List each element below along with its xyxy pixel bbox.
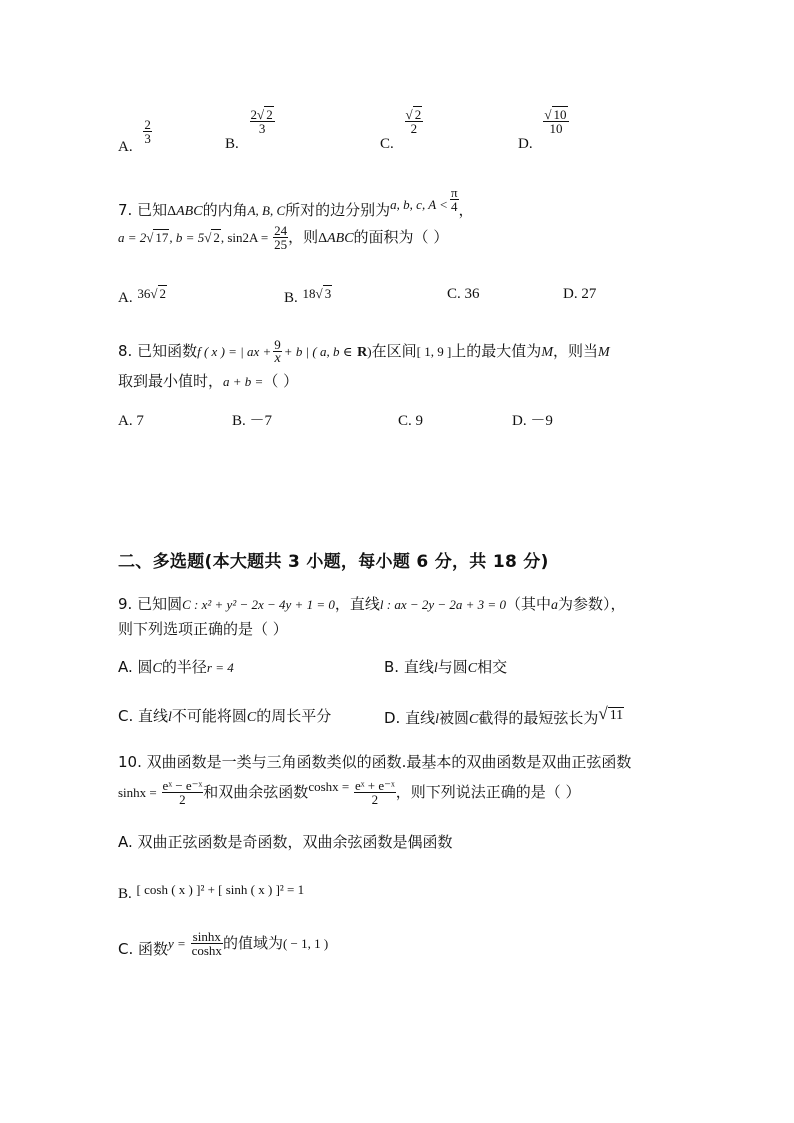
- q9-option-c: C. 直线l不可能将圆C的周长平分: [118, 707, 332, 725]
- q6-option-b-label: B.: [225, 136, 239, 152]
- q7-option-b: B. 18√ 3: [284, 286, 332, 306]
- q6-option-d: [518, 107, 569, 152]
- q6-option-d-label: D.: [518, 136, 533, 152]
- q6-option-d-fraction: $\frac{√ 10}{10}$: [544, 107, 567, 136]
- q6-option-c: [380, 107, 423, 152]
- q6-option-c-label: C.: [380, 136, 394, 152]
- q6-option-a-fraction: $\frac{2}{3}$: [144, 117, 151, 146]
- q6-option-a-label: A.: [118, 139, 133, 155]
- q7-option-a: A. 36√ 2: [118, 286, 167, 306]
- q10-line-1: 10. 双曲函数是一类与三角函数类似的函数.最基本的双曲函数是双曲正弦函数: [118, 753, 632, 771]
- q8-option-c: C. 9: [398, 413, 424, 429]
- q6-option-b: [225, 107, 275, 152]
- q8-line-1: 8. 已知函数f ( x ) = | ax + $\frac{9}{x}$ + b | ( a, b ∈ R)在区间[ 1, 9 ]上的最大值为M，则当M: [118, 337, 610, 366]
- q9-option-b: B. 直线l与圆C相交: [384, 658, 508, 676]
- q8-option-d: D. －9: [512, 413, 553, 429]
- q9-number: 9.: [118, 595, 133, 613]
- q10-option-b: B. [ cosh ( x ) ]² + [ sinh ( x ) ]² = 1: [118, 882, 305, 902]
- sqrt-sign: √ 2: [405, 107, 422, 122]
- q10-option-a: A. 双曲正弦函数是奇函数，双曲余弦函数是偶函数: [118, 833, 453, 851]
- sqrt-sign: √ 17: [146, 230, 169, 245]
- q6-option-c-fraction: $\frac{√ 2}{2}$: [405, 107, 422, 136]
- q10-number: 10.: [118, 753, 142, 771]
- q9-option-a: A. 圆C的半径r = 4: [118, 658, 234, 676]
- sqrt-sign: √ 2: [257, 107, 273, 122]
- q7-number: 7.: [118, 201, 133, 219]
- q9-line-1: 9. 已知圆C : x² + y² − 2x − 4y + 1 = 0，直线l : ax − 2y − 2a + 3 = 0（其中a为参数），: [118, 595, 626, 613]
- q7-option-c: C. 36: [447, 286, 480, 302]
- sqrt-sign: √ 3: [315, 286, 332, 301]
- sqrt-sign: √ 2: [204, 230, 220, 245]
- q7-line-1: 7. 已知ΔABC的内角A, B, C所对的边分别为a, b, c, A < $\frac{\pi}{4}$ ，: [118, 185, 474, 219]
- sqrt-sign: √ 10: [544, 107, 567, 122]
- q7-line-2: a = 2√ 17, b = 5√ 2, sin2A = $\frac{24}{25}$ ，则ΔABC的面积为（ ）: [118, 223, 449, 252]
- sqrt-sign: √ 11: [598, 704, 624, 723]
- q8-option-b: B. －7: [232, 413, 273, 429]
- q6-option-b-fraction: $\frac{2√ 2}{3}$: [250, 107, 273, 136]
- section-heading: 二、多选题(本大题共 3 小题，每小题 6 分，共 18 分): [118, 552, 549, 572]
- q8-option-a: A. 7: [118, 413, 144, 429]
- q10-line-2: sinhx = $\frac{\text{eˣ − e⁻ˣ}}{2}$ 和双曲余弦函数coshx = $\frac{\text{eˣ + e⁻ˣ}}{2}$ ，则下列说法正确的是（ ）: [118, 778, 581, 807]
- q7-option-d: D. 27: [563, 286, 597, 302]
- q8-number: 8.: [118, 342, 133, 360]
- q10-option-c: C. 函数y = $\frac{\sinh x}{\cosh x}$ 的值域为( − 1, 1 ): [118, 929, 329, 958]
- q9-option-d: D. 直线l被圆C截得的最短弦长为√ 11: [384, 704, 624, 727]
- q9-line-2: 则下列选项正确的是（ ）: [118, 620, 288, 638]
- q8-line-2: 取到最小值时，a + b =（ ）: [118, 372, 299, 390]
- q6-option-a: [118, 118, 152, 157]
- sqrt-sign: √ 2: [150, 286, 167, 301]
